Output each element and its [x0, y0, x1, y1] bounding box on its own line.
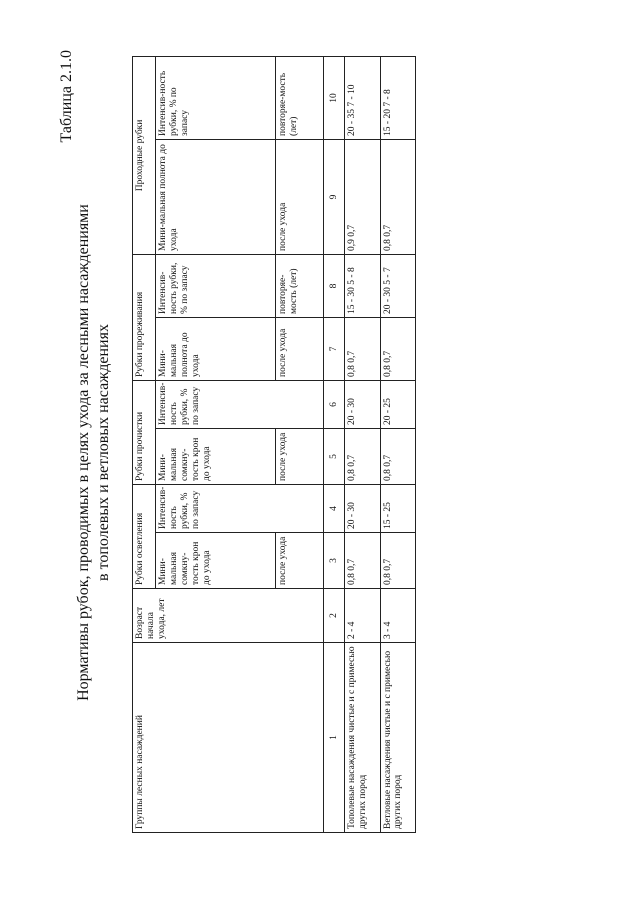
row-age: 3 - 4 — [380, 589, 416, 643]
header-after-care-3: после ухода — [276, 533, 324, 589]
header-age: Возраст начала ухода, лет — [133, 589, 324, 643]
header-min-density-9: Мини-мальная полнота до ухода — [156, 139, 276, 254]
row-group-label: Ветловые насаждения чистые и с примесью других пород — [380, 643, 416, 833]
header-after-care-5: после ухода — [276, 428, 324, 484]
header-repeat-8: повторяе-мость (лет) — [276, 254, 324, 317]
header-min-crown-3: Мини-мальная сомкну-тость крон до ухода — [156, 533, 276, 589]
cell-min-density: 0,9 0,7 — [345, 139, 381, 254]
header-after-care-9: после ухода — [276, 139, 324, 254]
header-intensity-8: Интенсив-ность рубки, % по запасу — [156, 254, 276, 317]
cell-intensity: 20 - 30 — [345, 380, 381, 428]
header-min-density-7: Мини-мальная полнота до ухода — [156, 317, 276, 380]
table-row — [345, 56, 381, 832]
header-intensity-6: Интенсив-ность рубки, % по запасу — [156, 380, 324, 428]
header-intensity-4: Интенсив-ность рубки, % по запасу — [156, 484, 324, 532]
cell-intensity-repeat: 20 - 30 5 - 7 — [380, 254, 416, 317]
table-number: Таблица 2.1.0 — [58, 50, 75, 143]
column-index: 5 — [324, 428, 345, 484]
cell-min-crown: 0,8 0,7 — [345, 428, 381, 484]
norms-table-frame — [132, 57, 416, 833]
cell-min-density: 0,8 0,7 — [380, 139, 416, 254]
cell-intensity-repeat: 15 - 20 7 - 8 — [380, 56, 416, 139]
column-index: 9 — [324, 139, 345, 254]
cell-min-density: 0,8 0,7 — [380, 317, 416, 380]
header-repeat-10: повторяе-мость (лет) — [276, 56, 324, 139]
column-index: 6 — [324, 380, 345, 428]
header-intensity-10: Интенсив-ность рубки, % по запасу — [156, 56, 276, 139]
norms-table — [132, 56, 416, 833]
header-after-care-7: после ухода — [276, 317, 324, 380]
column-index: 8 — [324, 254, 345, 317]
column-index-row — [324, 56, 345, 832]
header-row-1 — [133, 56, 156, 832]
cell-intensity-repeat: 15 - 30 5 - 8 — [345, 254, 381, 317]
header-prorezhivanie: Рубки прореживания — [133, 254, 156, 380]
column-index: 2 — [324, 589, 345, 643]
cell-intensity-repeat: 20 - 35 7 - 10 — [345, 56, 381, 139]
row-group-label: Тополевые насаждения чистые и с примесью других пород — [345, 643, 381, 833]
table-title-line-1: Нормативы рубок, проводимых в целях ухода за лесными насаждениями — [75, 204, 92, 701]
cell-intensity: 20 - 30 — [345, 484, 381, 532]
header-groups: Группы лесных насаждений — [133, 643, 324, 833]
header-osvetlenie: Рубки осветления — [133, 484, 156, 588]
cell-intensity: 15 - 25 — [380, 484, 416, 532]
header-prochistki: Рубки прочистки — [133, 380, 156, 484]
table-title-line-2: в тополевых и ветловых насаждениях — [95, 324, 112, 581]
cell-min-crown: 0,8 0,7 — [380, 533, 416, 589]
cell-min-density: 0,8 0,7 — [345, 317, 381, 380]
column-index: 3 — [324, 533, 345, 589]
cell-min-crown: 0,8 0,7 — [380, 428, 416, 484]
cell-min-crown: 0,8 0,7 — [345, 533, 381, 589]
column-index: 4 — [324, 484, 345, 532]
column-index: 1 — [324, 643, 345, 833]
column-index: 10 — [324, 56, 345, 139]
header-prokhodnye: Проходные рубки — [133, 56, 156, 254]
cell-intensity: 20 - 25 — [380, 380, 416, 428]
column-index: 7 — [324, 317, 345, 380]
row-age: 2 - 4 — [345, 589, 381, 643]
header-min-crown-5: Мини-мальная сомкну-тость крон до ухода — [156, 428, 276, 484]
table-row — [380, 56, 416, 832]
